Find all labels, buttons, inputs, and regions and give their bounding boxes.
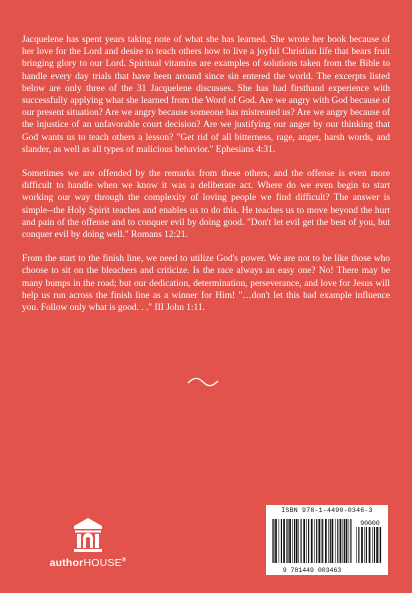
paragraph-2: Sometimes we are offended by the remarks from these others, and the offense is even more difficult to handle when we know it was a deliberate act. Where do we even begin to start working our way through the complexity of loving people we find difficult? The answer is simple--the Holy Spirit teaches and enables us to do this. He teaches us to move beyond the hurt and pain of the offense and to conquer evil by doing good. "Don't let evil get the best of you, but conquer evil by doing well." Romans 12:21.: [22, 169, 390, 241]
isbn-text: ISBN 978-1-4490-0346-3: [281, 507, 373, 514]
barcode-digits: 9 781449 003463: [282, 567, 342, 574]
back-cover-text: [22, 34, 390, 326]
barcode-main-bars: [272, 519, 352, 563]
paragraph-3: From the start to the finish line, we need to utilize God's power. We are not to be like those who choose to sit on the bleachers and criticize. Is the race always an easy one? No! There may be many bumps in the road; but our dedication, determination, perseverance, and love for Jesus will help us run across the finish line as a winner for Him! "…don't let this bad example influence you. Follow only what is good. . ." III John 1:11.: [22, 254, 390, 314]
price-code: 90000: [360, 520, 380, 527]
registered-mark: ®: [121, 557, 127, 564]
paragraph-1: Jacquelene has spent years taking note of what she has learned. She wrote her book because of her love for the Lord and desire to teach others how to live a joyful Christian life that bears fruit bringing glory to our Lord. Spiritual vitamins are examples of solutions taken from the Bible to handle every day trials that have been around since sin entered the world. The excerpts listed below are only three of the 31 Jacquelene discusses. She has had firsthand experience with successfully applying what she learned from the Word of God. Are we angry with God because of our present situation? Are we angry because someone has mistreated us? Are we angry because of the injustice of an unfavorable court decision? Are we justifying our anger by our thinking that God wants us to teach others a lesson? "Get rid of all bitterness, rage, anger, harsh words, and slander, as well as all types of malicious behavior." Ephesians 4:31.: [22, 35, 390, 155]
authorhouse-logo-icon: [72, 516, 104, 554]
publisher-name: [38, 557, 138, 569]
publisher-logo: [38, 516, 138, 574]
publisher-name-bold: author: [49, 557, 84, 569]
barcode-graphic: [266, 517, 388, 575]
wave-ornament-icon: [186, 375, 220, 389]
isbn-barcode: [266, 505, 388, 575]
publisher-name-light: HOUSE: [83, 557, 122, 569]
barcode-addon-bars: [356, 527, 381, 563]
